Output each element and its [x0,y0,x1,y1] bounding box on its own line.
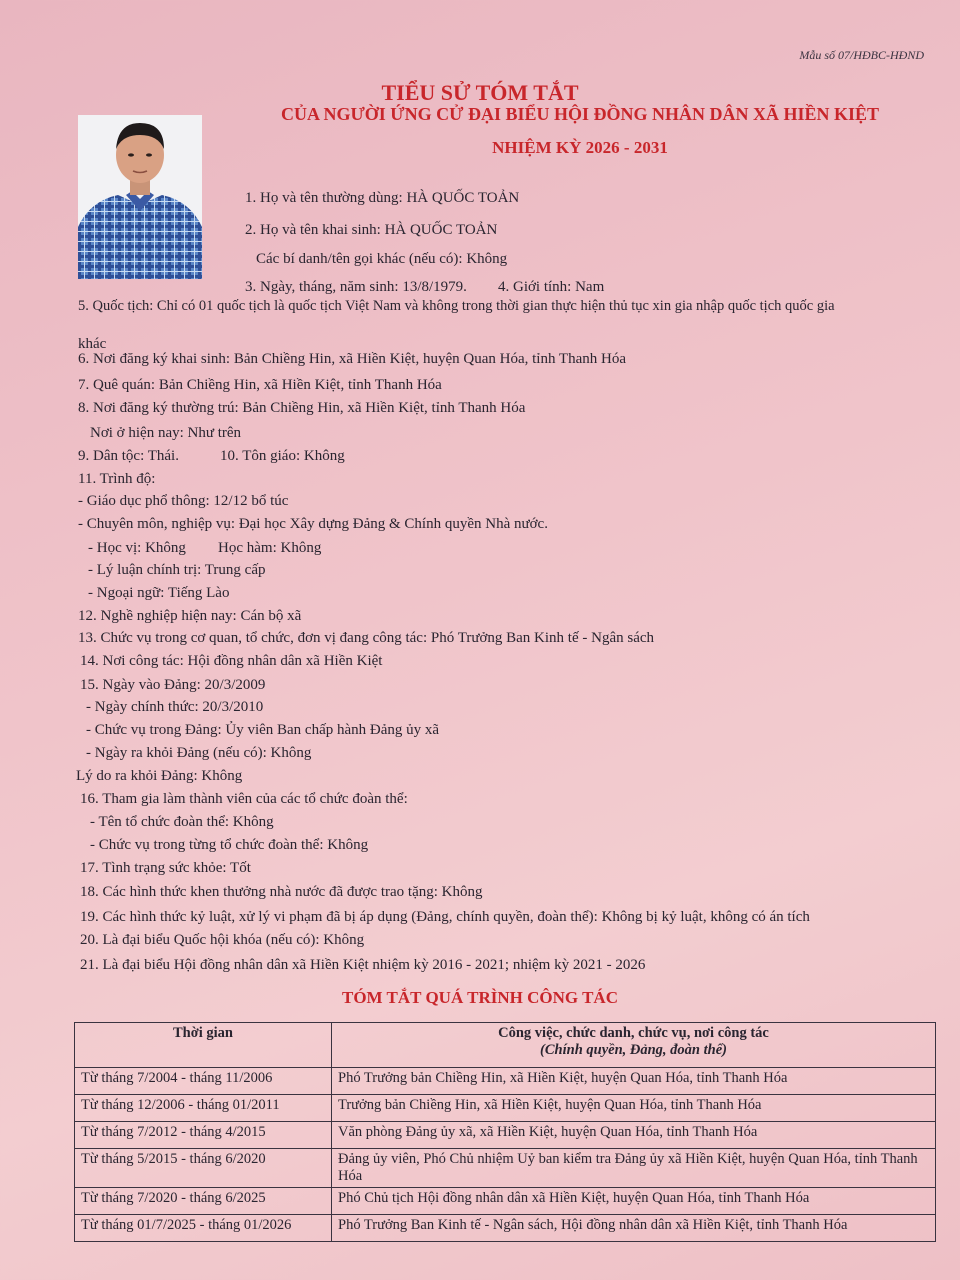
organization-name-line: - Tên tổ chức đoàn thể: Không [90,814,274,830]
job-column-header [332,1023,936,1068]
academic-title-line: Học hàm: Không [218,540,322,556]
specialization-line: - Chuyên môn, nghiệp vụ: Đại học Xây dựng Đảng & Chính quyền Nhà nước. [78,516,548,532]
nationality-line-cont: khác [78,336,107,352]
table-row [75,1122,936,1149]
birth-date-line: 3. Ngày, tháng, năm sinh: 13/8/1979. [245,279,467,295]
ethnicity-line: 9. Dân tộc: Thái. [78,448,179,464]
row-job: Văn phòng Đảng ủy xã, xã Hiền Kiệt, huyện Quan Hóa, tỉnh Thanh Hóa [332,1122,936,1149]
full-name-line: 1. Họ và tên thường dùng: HÀ QUỐC TOẢN [245,190,520,206]
row-job: Đảng ủy viên, Phó Chủ nhiệm Uỷ ban kiểm tra Đảng ủy xã Hiền Kiệt, huyện Quan Hóa, tỉnh Thanh Hóa [332,1149,936,1188]
alias-line: Các bí danh/tên gọi khác (nếu có): Không [256,251,508,267]
table-row [75,1095,936,1122]
form-number: Mẫu số 07/HĐBC-HĐND [799,48,924,62]
row-time: Từ tháng 12/2006 - tháng 01/2011 [75,1095,332,1122]
education-heading: 11. Trình độ: [78,471,156,487]
organizations-line: 16. Tham gia làm thành viên của các tổ chức đoàn thể: [80,791,408,807]
work-history-table [74,1022,936,1242]
national-assembly-line: 20. Là đại biểu Quốc hội khóa (nếu có): Không [80,932,365,948]
general-education-line: - Giáo dục phổ thông: 12/12 bổ túc [78,493,289,509]
workplace-line: 14. Nơi công tác: Hội đồng nhân dân xã Hiền Kiệt [80,653,383,669]
table-row [75,1215,936,1242]
degree-line: - Học vị: Không [88,540,186,556]
table-row [75,1188,936,1215]
current-residence-line: Nơi ở hiện nay: Như trên [90,425,242,441]
table-header-row [75,1023,936,1068]
birth-registration-line: 6. Nơi đăng ký khai sinh: Bản Chiềng Hin, xã Hiền Kiệt, huyện Quan Hóa, tỉnh Thanh Hóa [78,351,626,367]
gender-line: 4. Giới tính: Nam [498,279,605,295]
job-column-title: Công việc, chức danh, chức vụ, nơi công tác [498,1025,769,1041]
work-history-title: TÓM TẮT QUÁ TRÌNH CÔNG TÁC [342,988,618,1007]
nationality-line: 5. Quốc tịch: Chỉ có 01 quốc tịch là quốc tịch Việt Nam và không trong thời gian thực hiện thủ tục xin gia nhập quốc tịch quốc gia [78,298,835,314]
table-row [75,1068,936,1095]
document-subtitle: CỦA NGƯỜI ỨNG CỬ ĐẠI BIỂU HỘI ĐỒNG NHÂN DÂN XÃ HIỀN KIỆT [280,104,880,124]
hometown-line: 7. Quê quán: Bản Chiềng Hin, xã Hiền Kiệt, tỉnh Thanh Hóa [78,377,442,393]
party-join-date-line: 15. Ngày vào Đảng: 20/3/2009 [80,677,266,693]
row-time: Từ tháng 01/7/2025 - tháng 01/2026 [75,1215,332,1242]
row-job: Trưởng bản Chiềng Hin, xã Hiền Kiệt, huyện Quan Hóa, tỉnh Thanh Hóa [332,1095,936,1122]
permanent-residence-line: 8. Nơi đăng ký thường trú: Bản Chiềng Hin, xã Hiền Kiệt, tỉnh Thanh Hóa [78,400,526,416]
job-column-subtitle: (Chính quyền, Đảng, đoàn thể) [540,1042,727,1058]
occupation-line: 12. Nghề nghiệp hiện nay: Cán bộ xã [78,608,302,624]
candidate-photo [78,115,202,279]
religion-line: 10. Tôn giáo: Không [220,448,345,464]
party-position-line: - Chức vụ trong Đảng: Ủy viên Ban chấp hành Đảng ủy xã [86,722,440,738]
birth-name-line: 2. Họ và tên khai sinh: HÀ QUỐC TOẢN [245,222,498,238]
row-time: Từ tháng 7/2020 - tháng 6/2025 [75,1188,332,1215]
row-time: Từ tháng 5/2015 - tháng 6/2020 [75,1149,332,1188]
document-title: TIỂU SỬ TÓM TẮT [381,80,579,105]
party-leave-date-line: - Ngày ra khỏi Đảng (nếu có): Không [86,745,312,761]
table-row [75,1149,936,1188]
organization-position-line: - Chức vụ trong từng tổ chức đoàn thể: Không [90,837,369,853]
time-column-header: Thời gian [75,1023,332,1068]
position-line: 13. Chức vụ trong cơ quan, tổ chức, đơn vị đang công tác: Phó Trưởng Ban Kinh tế - Ngân sách [78,630,655,646]
row-job: Phó Chủ tịch Hội đồng nhân dân xã Hiền Kiệt, huyện Quan Hóa, tỉnh Thanh Hóa [332,1188,936,1215]
party-leave-reason-line: Lý do ra khỏi Đảng: Không [76,768,243,784]
health-line: 17. Tình trạng sức khỏe: Tốt [80,860,251,876]
row-job: Phó Trưởng bản Chiềng Hin, xã Hiền Kiệt, huyện Quan Hóa, tỉnh Thanh Hóa [332,1068,936,1095]
row-job: Phó Trưởng Ban Kinh tế - Ngân sách, Hội đồng nhân dân xã Hiền Kiệt, tỉnh Thanh Hóa [332,1215,936,1242]
document-term: NHIỆM KỲ 2026 - 2031 [492,138,668,157]
awards-line: 18. Các hình thức khen thưởng nhà nước đã được trao tặng: Không [80,884,483,900]
foreign-language-line: - Ngoại ngữ: Tiếng Lào [88,585,230,601]
political-theory-line: - Lý luận chính trị: Trung cấp [88,562,266,578]
row-time: Từ tháng 7/2004 - tháng 11/2006 [75,1068,332,1095]
council-term-line: 21. Là đại biểu Hội đồng nhân dân xã Hiền Kiệt nhiệm kỳ 2016 - 2021; nhiệm kỳ 2021 - 2026 [80,957,646,973]
party-official-date-line: - Ngày chính thức: 20/3/2010 [86,699,264,715]
row-time: Từ tháng 7/2012 - tháng 4/2015 [75,1122,332,1149]
portrait-image [78,115,202,279]
discipline-line: 19. Các hình thức kỷ luật, xử lý vi phạm đã bị áp dụng (Đảng, chính quyền, đoàn thể): Không bị kỷ luật, không có án tích [80,909,810,925]
